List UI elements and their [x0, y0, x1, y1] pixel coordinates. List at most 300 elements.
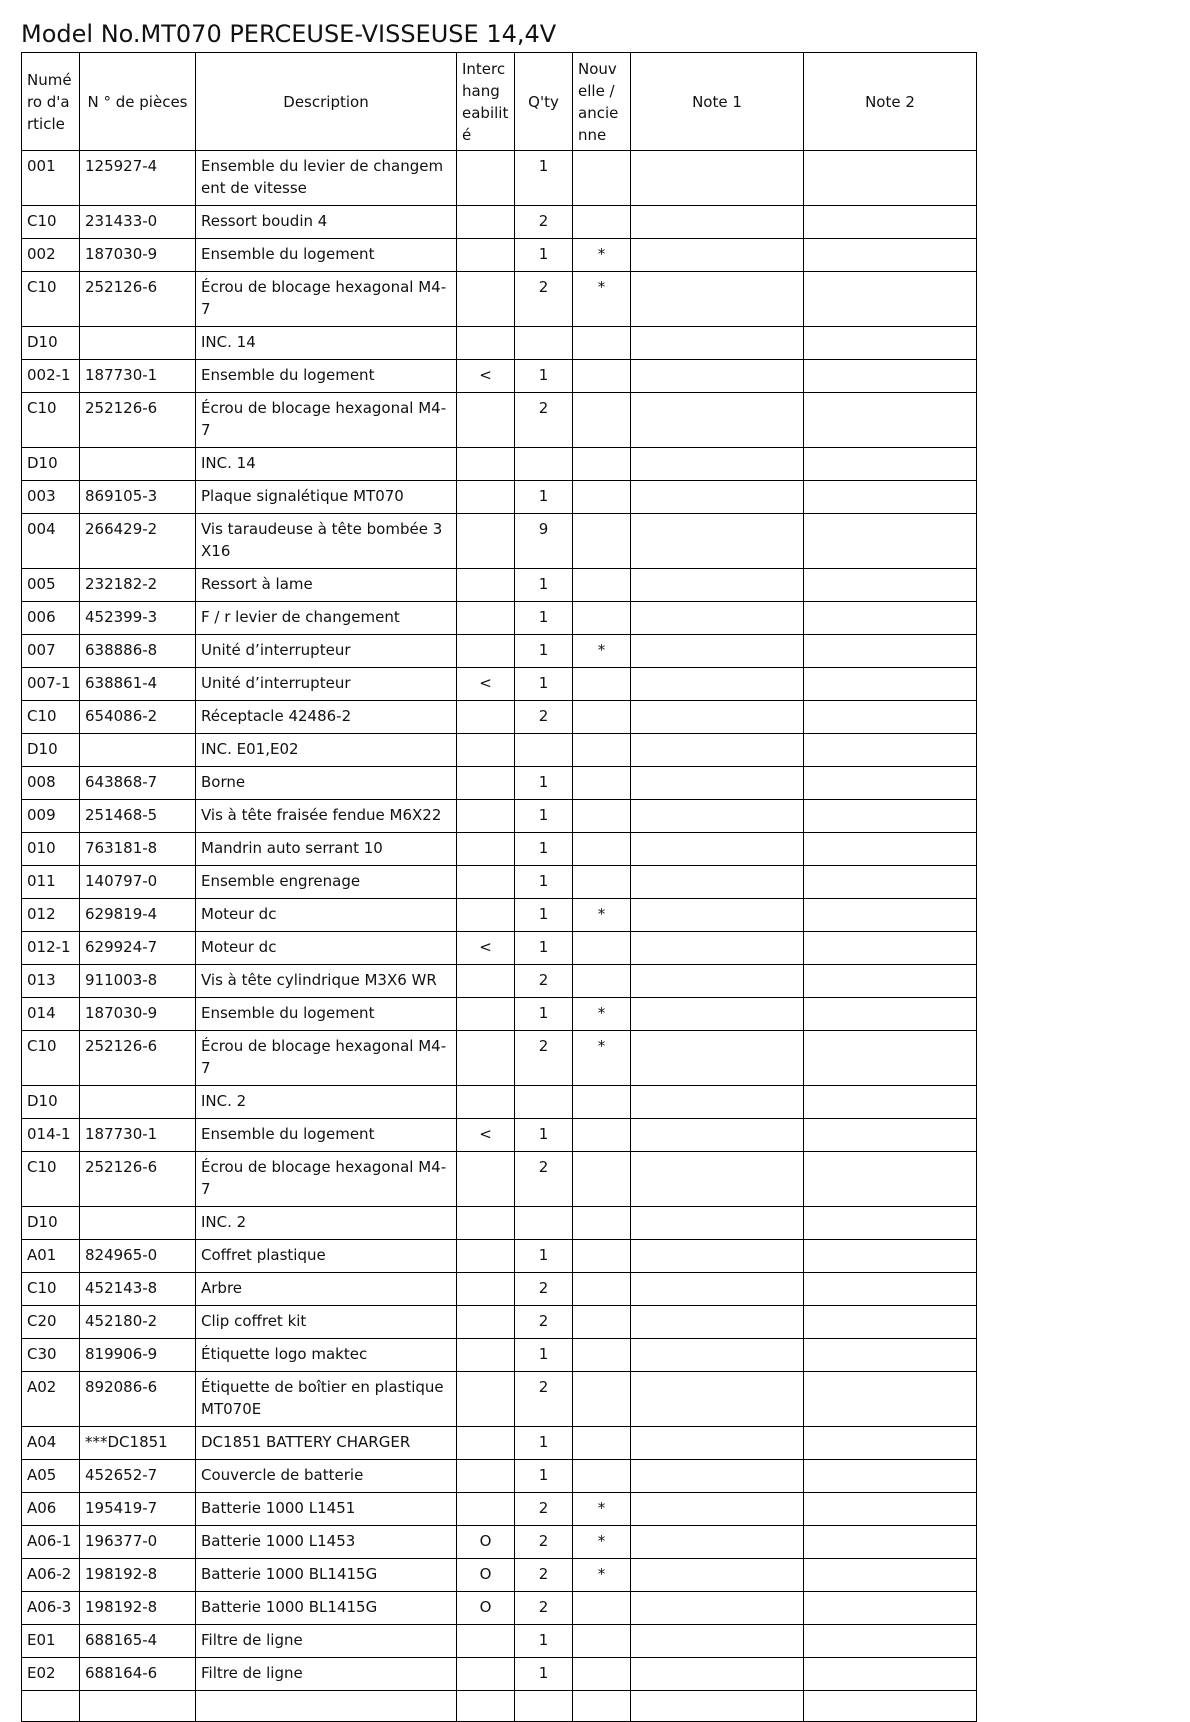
- cell-qty: 1: [515, 239, 573, 272]
- cell-item-no: C10: [22, 206, 80, 239]
- cell-description: Mandrin auto serrant 10: [196, 833, 457, 866]
- cell-part-no: 251468-5: [80, 800, 196, 833]
- cell-part-no: 252126-6: [80, 1031, 196, 1086]
- cell-note1: [631, 1427, 804, 1460]
- cell-part-no: 125927-4: [80, 151, 196, 206]
- cell-note2: [804, 932, 977, 965]
- cell-interchangeability: [457, 833, 515, 866]
- cell-interchangeability: [457, 635, 515, 668]
- table-row: [22, 1658, 977, 1691]
- cell-interchangeability: [457, 866, 515, 899]
- cell-interchangeability: [457, 327, 515, 360]
- cell-note2: [804, 1460, 977, 1493]
- cell-interchangeability: [457, 1207, 515, 1240]
- cell-note1: [631, 635, 804, 668]
- cell-part-no: 252126-6: [80, 272, 196, 327]
- cell-note1: [631, 272, 804, 327]
- cell-new-old: [573, 514, 631, 569]
- table-row: [22, 1339, 977, 1372]
- cell-qty: 1: [515, 1625, 573, 1658]
- header-qty: Q'ty: [515, 53, 573, 151]
- table-row: [22, 635, 977, 668]
- cell-new-old: *: [573, 1031, 631, 1086]
- cell-description: Ensemble du logement: [196, 239, 457, 272]
- cell-new-old: [573, 360, 631, 393]
- cell-item-no: A05: [22, 1460, 80, 1493]
- cell-description: Arbre: [196, 1273, 457, 1306]
- cell-interchangeability: [457, 569, 515, 602]
- table-row: [22, 833, 977, 866]
- cell-note2: [804, 1526, 977, 1559]
- cell-interchangeability: [457, 602, 515, 635]
- cell-qty: 1: [515, 1427, 573, 1460]
- cell-qty: 2: [515, 206, 573, 239]
- cell-item-no: 005: [22, 569, 80, 602]
- cell-note2: [804, 151, 977, 206]
- cell-qty: 1: [515, 1339, 573, 1372]
- cell-note1: [631, 239, 804, 272]
- cell-note1: [631, 1086, 804, 1119]
- cell-item-no: 006: [22, 602, 80, 635]
- cell-note2: [804, 1427, 977, 1460]
- cell-description: INC. 14: [196, 327, 457, 360]
- cell-item-no: A06: [22, 1493, 80, 1526]
- cell-item-no: A06-1: [22, 1526, 80, 1559]
- cell-description: Écrou de blocage hexagonal M4-7: [196, 1152, 457, 1207]
- table-row: [22, 1086, 977, 1119]
- cell-new-old: [573, 1658, 631, 1691]
- cell-item-no: 002-1: [22, 360, 80, 393]
- cell-new-old: [573, 1339, 631, 1372]
- cell-part-no: 824965-0: [80, 1240, 196, 1273]
- cell-part-no: 643868-7: [80, 767, 196, 800]
- cell-note2: [804, 767, 977, 800]
- cell-note1: [631, 1240, 804, 1273]
- cell-qty: 1: [515, 360, 573, 393]
- cell-description: Batterie 1000 L1451: [196, 1493, 457, 1526]
- cell-item-no: E01: [22, 1625, 80, 1658]
- parts-table: [21, 52, 977, 1722]
- cell-qty: 1: [515, 833, 573, 866]
- cell-qty: 1: [515, 668, 573, 701]
- cell-note2: [804, 1152, 977, 1207]
- cell-description: Plaque signalétique MT070: [196, 481, 457, 514]
- cell-note1: [631, 1306, 804, 1339]
- cell-qty: 2: [515, 272, 573, 327]
- cell-description: Écrou de blocage hexagonal M4-7: [196, 272, 457, 327]
- cell-qty: 2: [515, 1526, 573, 1559]
- cell-qty: [515, 1207, 573, 1240]
- cell-description: Ensemble engrenage: [196, 866, 457, 899]
- cell-item-no: 013: [22, 965, 80, 998]
- cell-note2: [804, 1086, 977, 1119]
- cell-part-no: 638886-8: [80, 635, 196, 668]
- cell-note2: [804, 1559, 977, 1592]
- cell-qty: 2: [515, 1493, 573, 1526]
- header-row: [22, 53, 977, 151]
- cell-item-no: C10: [22, 393, 80, 448]
- cell-interchangeability: [457, 1152, 515, 1207]
- cell-new-old: [573, 1460, 631, 1493]
- cell-item-no: 003: [22, 481, 80, 514]
- cell-new-old: *: [573, 1526, 631, 1559]
- cell-item-no: D10: [22, 448, 80, 481]
- cell-part-no: [80, 327, 196, 360]
- table-row: [22, 734, 977, 767]
- cell-note1: [631, 448, 804, 481]
- cell-note2: [804, 1306, 977, 1339]
- cell-part-no: [80, 1207, 196, 1240]
- cell-part-no: 869105-3: [80, 481, 196, 514]
- cell-new-old: [573, 448, 631, 481]
- page-title: Model No.MT070 PERCEUSE-VISSEUSE 14,4V: [21, 20, 557, 48]
- cell-note1: [631, 1493, 804, 1526]
- cell-new-old: [573, 1306, 631, 1339]
- table-row: [22, 998, 977, 1031]
- table-row: [22, 481, 977, 514]
- empty-cell: [573, 1691, 631, 1722]
- cell-note2: [804, 272, 977, 327]
- cell-description: Ressort boudin 4: [196, 206, 457, 239]
- cell-note1: [631, 866, 804, 899]
- table-row: [22, 866, 977, 899]
- cell-description: INC. E01,E02: [196, 734, 457, 767]
- cell-item-no: 007-1: [22, 668, 80, 701]
- cell-part-no: [80, 734, 196, 767]
- cell-part-no: [80, 448, 196, 481]
- cell-qty: 1: [515, 1460, 573, 1493]
- cell-qty: 1: [515, 635, 573, 668]
- cell-item-no: 014: [22, 998, 80, 1031]
- cell-note1: [631, 206, 804, 239]
- cell-item-no: 014-1: [22, 1119, 80, 1152]
- table-row: [22, 1493, 977, 1526]
- cell-qty: 2: [515, 1031, 573, 1086]
- cell-new-old: [573, 800, 631, 833]
- cell-note1: [631, 1207, 804, 1240]
- cell-note2: [804, 965, 977, 998]
- cell-description: Couvercle de batterie: [196, 1460, 457, 1493]
- cell-interchangeability: [457, 1031, 515, 1086]
- cell-description: INC. 2: [196, 1086, 457, 1119]
- cell-note1: [631, 1625, 804, 1658]
- table-row: [22, 1306, 977, 1339]
- cell-item-no: D10: [22, 327, 80, 360]
- cell-qty: 1: [515, 1240, 573, 1273]
- cell-description: Unité d’interrupteur: [196, 668, 457, 701]
- cell-interchangeability: [457, 800, 515, 833]
- cell-interchangeability: [457, 481, 515, 514]
- cell-qty: 1: [515, 899, 573, 932]
- cell-part-no: 187730-1: [80, 1119, 196, 1152]
- cell-part-no: 232182-2: [80, 569, 196, 602]
- cell-item-no: C10: [22, 701, 80, 734]
- cell-new-old: [573, 965, 631, 998]
- table-row: [22, 514, 977, 569]
- cell-interchangeability: [457, 1086, 515, 1119]
- table-row: [22, 668, 977, 701]
- cell-note1: [631, 668, 804, 701]
- cell-new-old: [573, 932, 631, 965]
- cell-interchangeability: O: [457, 1592, 515, 1625]
- cell-note2: [804, 1339, 977, 1372]
- table-row: [22, 1592, 977, 1625]
- cell-new-old: [573, 1592, 631, 1625]
- table-row: [22, 206, 977, 239]
- cell-note1: [631, 1152, 804, 1207]
- cell-part-no: 196377-0: [80, 1526, 196, 1559]
- cell-note1: [631, 998, 804, 1031]
- cell-note1: [631, 899, 804, 932]
- cell-interchangeability: [457, 239, 515, 272]
- empty-cell: [515, 1691, 573, 1722]
- cell-description: DC1851 BATTERY CHARGER: [196, 1427, 457, 1460]
- cell-note1: [631, 1658, 804, 1691]
- cell-qty: 1: [515, 998, 573, 1031]
- cell-qty: [515, 448, 573, 481]
- cell-part-no: 892086-6: [80, 1372, 196, 1427]
- cell-note1: [631, 965, 804, 998]
- empty-cell: [22, 1691, 80, 1722]
- cell-interchangeability: [457, 1460, 515, 1493]
- cell-description: Écrou de blocage hexagonal M4-7: [196, 1031, 457, 1086]
- cell-new-old: [573, 1086, 631, 1119]
- empty-cell: [631, 1691, 804, 1722]
- table-row: [22, 1526, 977, 1559]
- cell-part-no: 452399-3: [80, 602, 196, 635]
- cell-note1: [631, 327, 804, 360]
- cell-part-no: 187030-9: [80, 998, 196, 1031]
- empty-cell: [196, 1691, 457, 1722]
- cell-part-no: 252126-6: [80, 1152, 196, 1207]
- cell-part-no: 266429-2: [80, 514, 196, 569]
- cell-new-old: *: [573, 239, 631, 272]
- cell-note2: [804, 1273, 977, 1306]
- empty-cell: [804, 1691, 977, 1722]
- cell-description: Écrou de blocage hexagonal M4-7: [196, 393, 457, 448]
- cell-description: Ensemble du levier de changem ent de vitesse: [196, 151, 457, 206]
- cell-interchangeability: [457, 701, 515, 734]
- cell-item-no: 001: [22, 151, 80, 206]
- cell-item-no: C10: [22, 272, 80, 327]
- cell-part-no: 195419-7: [80, 1493, 196, 1526]
- cell-qty: 1: [515, 1119, 573, 1152]
- cell-new-old: [573, 668, 631, 701]
- cell-new-old: [573, 602, 631, 635]
- cell-note1: [631, 1119, 804, 1152]
- cell-interchangeability: [457, 1493, 515, 1526]
- cell-description: INC. 2: [196, 1207, 457, 1240]
- cell-note2: [804, 1372, 977, 1427]
- table-row: [22, 360, 977, 393]
- table-row: [22, 800, 977, 833]
- header-interchangeability: Interc hang eabilit é: [457, 53, 515, 151]
- cell-item-no: C30: [22, 1339, 80, 1372]
- table-row: [22, 569, 977, 602]
- cell-new-old: [573, 1240, 631, 1273]
- table-row: [22, 899, 977, 932]
- cell-item-no: D10: [22, 1207, 80, 1240]
- cell-note2: [804, 1119, 977, 1152]
- cell-new-old: [573, 1207, 631, 1240]
- header-note1: Note 1: [631, 53, 804, 151]
- cell-interchangeability: [457, 1658, 515, 1691]
- cell-note1: [631, 602, 804, 635]
- cell-new-old: [573, 833, 631, 866]
- cell-qty: 1: [515, 767, 573, 800]
- cell-interchangeability: [457, 1240, 515, 1273]
- cell-item-no: D10: [22, 734, 80, 767]
- table-row: [22, 1119, 977, 1152]
- cell-item-no: 012-1: [22, 932, 80, 965]
- cell-part-no: 198192-8: [80, 1592, 196, 1625]
- cell-interchangeability: [457, 998, 515, 1031]
- cell-new-old: [573, 701, 631, 734]
- cell-item-no: 010: [22, 833, 80, 866]
- cell-description: Clip coffret kit: [196, 1306, 457, 1339]
- cell-interchangeability: [457, 1339, 515, 1372]
- cell-interchangeability: [457, 448, 515, 481]
- cell-note1: [631, 569, 804, 602]
- cell-interchangeability: [457, 393, 515, 448]
- cell-qty: 2: [515, 1306, 573, 1339]
- cell-qty: 2: [515, 701, 573, 734]
- cell-interchangeability: [457, 734, 515, 767]
- cell-part-no: ***DC1851: [80, 1427, 196, 1460]
- cell-note1: [631, 1526, 804, 1559]
- cell-description: Ensemble du logement: [196, 360, 457, 393]
- cell-new-old: [573, 569, 631, 602]
- cell-new-old: [573, 1273, 631, 1306]
- cell-description: Vis à tête cylindrique M3X6 WR: [196, 965, 457, 998]
- cell-qty: 2: [515, 1372, 573, 1427]
- cell-part-no: 638861-4: [80, 668, 196, 701]
- cell-new-old: [573, 1427, 631, 1460]
- cell-item-no: 008: [22, 767, 80, 800]
- cell-part-no: 819906-9: [80, 1339, 196, 1372]
- cell-qty: [515, 734, 573, 767]
- cell-qty: 1: [515, 800, 573, 833]
- header-item-no: Numé ro d'a rticle: [22, 53, 80, 151]
- cell-part-no: 452180-2: [80, 1306, 196, 1339]
- cell-new-old: [573, 1625, 631, 1658]
- cell-note2: [804, 239, 977, 272]
- table-row: [22, 1427, 977, 1460]
- cell-interchangeability: [457, 899, 515, 932]
- cell-interchangeability: [457, 1306, 515, 1339]
- cell-note2: [804, 866, 977, 899]
- table-row-empty: [22, 1691, 977, 1722]
- cell-description: Réceptacle 42486-2: [196, 701, 457, 734]
- cell-note2: [804, 1592, 977, 1625]
- table-row: [22, 965, 977, 998]
- cell-description: Moteur dc: [196, 932, 457, 965]
- cell-interchangeability: [457, 151, 515, 206]
- cell-item-no: E02: [22, 1658, 80, 1691]
- cell-qty: 2: [515, 1273, 573, 1306]
- cell-note1: [631, 360, 804, 393]
- cell-note2: [804, 668, 977, 701]
- table-row: [22, 1273, 977, 1306]
- cell-item-no: 009: [22, 800, 80, 833]
- cell-item-no: 002: [22, 239, 80, 272]
- table-row: [22, 239, 977, 272]
- cell-qty: 2: [515, 1559, 573, 1592]
- cell-note1: [631, 1372, 804, 1427]
- cell-item-no: 011: [22, 866, 80, 899]
- cell-description: Ensemble du logement: [196, 998, 457, 1031]
- cell-qty: 1: [515, 151, 573, 206]
- cell-note2: [804, 206, 977, 239]
- cell-item-no: C10: [22, 1273, 80, 1306]
- cell-qty: 1: [515, 866, 573, 899]
- header-note2: Note 2: [804, 53, 977, 151]
- cell-interchangeability: <: [457, 360, 515, 393]
- cell-new-old: *: [573, 272, 631, 327]
- cell-item-no: A04: [22, 1427, 80, 1460]
- header-description: Description: [196, 53, 457, 151]
- cell-note2: [804, 602, 977, 635]
- table-row: [22, 448, 977, 481]
- cell-qty: 9: [515, 514, 573, 569]
- cell-note2: [804, 481, 977, 514]
- cell-part-no: 187030-9: [80, 239, 196, 272]
- cell-description: Vis taraudeuse à tête bombée 3X16: [196, 514, 457, 569]
- cell-description: Filtre de ligne: [196, 1625, 457, 1658]
- cell-qty: 2: [515, 1592, 573, 1625]
- cell-note2: [804, 1240, 977, 1273]
- cell-part-no: 763181-8: [80, 833, 196, 866]
- cell-qty: 1: [515, 932, 573, 965]
- cell-item-no: A06-2: [22, 1559, 80, 1592]
- cell-interchangeability: [457, 965, 515, 998]
- cell-qty: 2: [515, 1152, 573, 1207]
- cell-description: Batterie 1000 BL1415G: [196, 1559, 457, 1592]
- cell-note1: [631, 932, 804, 965]
- cell-qty: 1: [515, 569, 573, 602]
- cell-part-no: 140797-0: [80, 866, 196, 899]
- table-row: [22, 1559, 977, 1592]
- cell-item-no: A01: [22, 1240, 80, 1273]
- cell-new-old: [573, 151, 631, 206]
- cell-note2: [804, 734, 977, 767]
- cell-note2: [804, 1658, 977, 1691]
- empty-cell: [80, 1691, 196, 1722]
- cell-interchangeability: [457, 767, 515, 800]
- cell-new-old: [573, 734, 631, 767]
- cell-description: F / r levier de changement: [196, 602, 457, 635]
- cell-interchangeability: [457, 514, 515, 569]
- cell-note1: [631, 1273, 804, 1306]
- cell-new-old: [573, 1119, 631, 1152]
- table-row: [22, 602, 977, 635]
- cell-description: Borne: [196, 767, 457, 800]
- table-row: [22, 1460, 977, 1493]
- table-row: [22, 767, 977, 800]
- cell-part-no: 629924-7: [80, 932, 196, 965]
- cell-new-old: [573, 327, 631, 360]
- cell-note2: [804, 569, 977, 602]
- cell-note2: [804, 514, 977, 569]
- cell-note2: [804, 635, 977, 668]
- cell-new-old: [573, 481, 631, 514]
- table-row: [22, 932, 977, 965]
- cell-item-no: 007: [22, 635, 80, 668]
- header-part-no: N ° de pièces: [80, 53, 196, 151]
- table-row: [22, 701, 977, 734]
- cell-description: Moteur dc: [196, 899, 457, 932]
- cell-qty: 1: [515, 1658, 573, 1691]
